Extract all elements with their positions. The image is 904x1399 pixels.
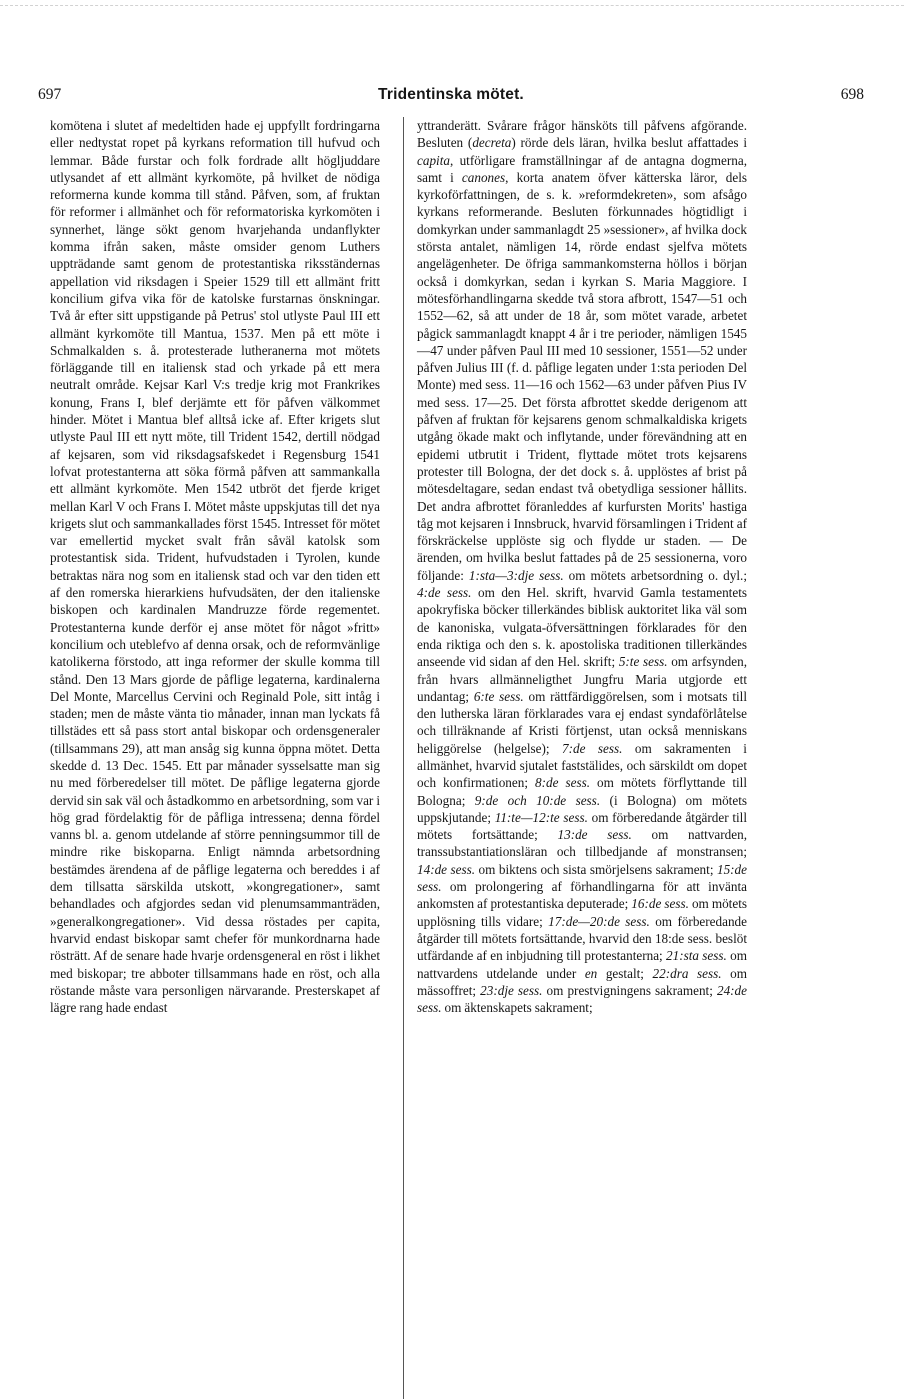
column-divider xyxy=(403,117,404,1399)
running-header xyxy=(38,86,864,108)
right-column-text: yttranderätt. Svårare frågor hänsköts till påfvens afgörande. Besluten (decreta) rörde dels läran, hvilka beslut affattades i capita, utförligare framställningar af de antagna dogmerna, samt i canones, korta anatem öfver kätterska läror, dels kyrkoförfattningen, de s. k. »reformdekreten», som afsågo kyrkans reformerande. Besluten förkunnades högtidligt i domkyrkan under sammanlagdt 25 »sessioner», af hvilka dock största antalet, nämligen 14, rörde endast sjelfva mötets angelägenheter. De öfriga sammankomsterna höllos i början också i domkyrkan, sedan i kyrkan S. Maria Maggiore. I mötesförhandlingarna skedde två stora afbrott, 1547—51 och 1552—62, så att under de 18 år, som mötet varade, arbetet pågick sammanlagdt knappt 4 år i tre perioder, nämligen 1545—47 under påfven Paul III med 10 sessioner, 1551—52 under påfven Julius III (f. d. påflige legaten under 1:sta perioden Del Monte) med sess. 11—16 och 1562—63 under påfven Pius IV med sess. 17—25. Det första afbrottet skedde derigenom att påfven af fruktan för kejsarens genom schmalkaldiska krigets utgång ökade makt och inflytande, under förevändning att en epidemi utbrutit i Trident, flyttade mötet trots kejsarens protester till Bologna, der det dock s. å. upplöstes af brist på mötesdeltagare, sedan endast två obetydliga sessioner hållits. Det andra afbrottet föranleddes af kurfursten Morits' hastiga tåg mot kejsaren i Innsbruck, hvarvid församlingen i Trident af förskräckelse upplöste sig och flydde ur staden. — De ärenden, om hvilka beslut fattades på de 25 sessionerna, voro följande: 1:sta—3:dje sess. om mötets arbetsordning o. dyl.; 4:de sess. om den Hel. skrift, hvarvid Gamla testamentets apokryfiska böcker tillerkändes biblisk auktoritet lika väl som de kanoniska, vulgata-öfversättningen förklarades för den enda riktiga och den s. k. apostoliska traditionen tillerkändes anseende vid sidan af den Hel. skrift; 5:te sess. om arfsynden, från hvars allmänneligthet Jungfru Maria utgjorde ett undantag; 6:te sess. om rättfärdiggörelsen, som i motsats till den lutherska läran förklarades vara ej endast syndaförlåtelse och tillräknande af Kristi förtjenst, utan också menniskans heliggörelse (helgelse); 7:de sess. om sakramenten i allmänhet, hvarvid sjutalet faststälides, och särskildt om dopet och konfirmationen; 8:de sess. om mötets förflyttande till Bologna; 9:de och 10:de sess. (i Bologna) om mötets uppskjutande; 11:te—12:te sess. om förberedande åtgärder till mötets fortsättande; 13:de sess. om nattvarden, transsubstantiationsläran och tillbedjande af monstransen; 14:de sess. om biktens och sista smörjelsens sakrament; 15:de sess. om prolongering af förhandlingarna för att invänta ankomsten af protestantiska deputerade; 16:de sess. om mötets upplösning tills vidare; 17:de—20:de sess. om förberedande åtgärder till mötets fortsättande, hvarvid den 18:de sess. beslöt utfärdande af en inbjudning till protestanterna; 21:sta sess. om nattvardens utdelande under en gestalt; 22:dra sess. om mässoffret; 23:dje sess. om prestvigningens sakrament; 24:de sess. om äktenskapets sakrament; xyxy=(417,118,748,1016)
scan-edge-line xyxy=(0,5,904,6)
page-number-left: 697 xyxy=(38,86,62,103)
running-title: Tridentinska mötet. xyxy=(378,86,524,103)
right-column xyxy=(417,117,747,1016)
left-column xyxy=(50,117,380,1016)
page-number-right: 698 xyxy=(840,86,864,103)
left-column-text: komötena i slutet af medeltiden hade ej uppfyllt fordringarna eller nedtystat ropet på kyrkans reformation till hufvud och lemmar. Både furstar och folk fordrade allt högljuddare utlysandet af ett allmänt kyrkomöte, på hvilket de nödiga reformerna kunde komma till stånd. Påfven, som, af fruktan för reformer i allmänhet och för reformatoriska kyrkomöten i synnerhet, länge sökt genom hvarjehanda undanflykter komma ifrån saken, måste omsider genom Luthers uppträdande samt genom de protestantiska riksständernas appellation vid riksdagen i Speier 1529 till ett allmänt fritt koncilium gifva vika för de katolske furstarnas önskningar. Två år efter sitt uppstigande på Petrus' stol utlyste Paul III ett allmänt kyrkomöte till Mantua, 1537. Men på ett möte i Schmalkalden s. å. protesterade lutheranerna mot mötets förläggande till en italiensk stad och yrkade på ett mera neutralt område. Kejsar Karl V:s tredje krig mot Frankrikes konung, Frans I, blef derjämte ett för påfven välkommet hinder. Mötet i Mantua blef alltså icke af. Efter krigets slut utlyste Paul III ett nytt möte, till Trident 1542, dertill nödgad af kejsaren, som vid riksdagsafskedet i Regensburg 1541 lofvat protestanterna att söka förmå påfven att sammankalla ett allmänt kyrkomöte. Men 1542 utbröt det fjerde kriget mellan Karl V och Frans I. Mötet måste uppskjutas till det nya krigets slut och sammankallades först 1545. Intresset för mötet var emellertid mycket svalt från såväl katolsk som protestantisk sida. Trident, hufvudstaden i Tyrolen, kunde betraktas nära nog som en italiensk stad och var den tiden ett af den romerska hierarkiens hufvudsäten, der den italienske biskopen och kardinalen Mandruzze förde regementet. Protestanterna kunde derför ej anse mötet för något »fritt» koncilium och uteblefvo af denna orsak, och de reformvänlige katolikerna förstodo, att inga reformer der skulle komma till stånd. Den 13 Mars gjorde de påflige legaterna, kardinalerna Del Monte, Marcellus Cervini och Reginald Pole, sitt intåg i staden; men de måste vänta tio månader, innan man lyckats få tillstädes ett så pass stort antal biskopar och ordensgeneraler (tillsammans 29), att man ansåg sig kunna öppna mötet. Detta skedde d. 13 Dec. 1545. Ett par månader sysselsatte man sig nu med förberedelser till mötet. De påflige legaterna gjorde dervid sin sak väl och åstadkommo en arbetsordning, som var i hög grad fördelaktig för de påfliga intressena; denna fördel vanns bl. a. genom utdelande af större penningsummor till de mindre rike biskoparna. Enligt nämnda arbetsordning bestämdes ärendena af de påflige legaterna och bereddes i af dem tillsatta särskilda utskott, »kongregationer», samt behandlades och afgjordes sedan vid plenumsammanträden, »generalkongregationer». Vid dessa röstades per capita, hvarvid endast biskopar samt chefer för munkordnarna hade rösträtt. Af de senare hade hvarje ordensgeneral en röst i likhet med biskopar; tre abboter tillsammans hade en röst, och alla röstande måste vara personligen närvarande. Presterskapet af lägre rang hade endast xyxy=(50,118,380,1016)
